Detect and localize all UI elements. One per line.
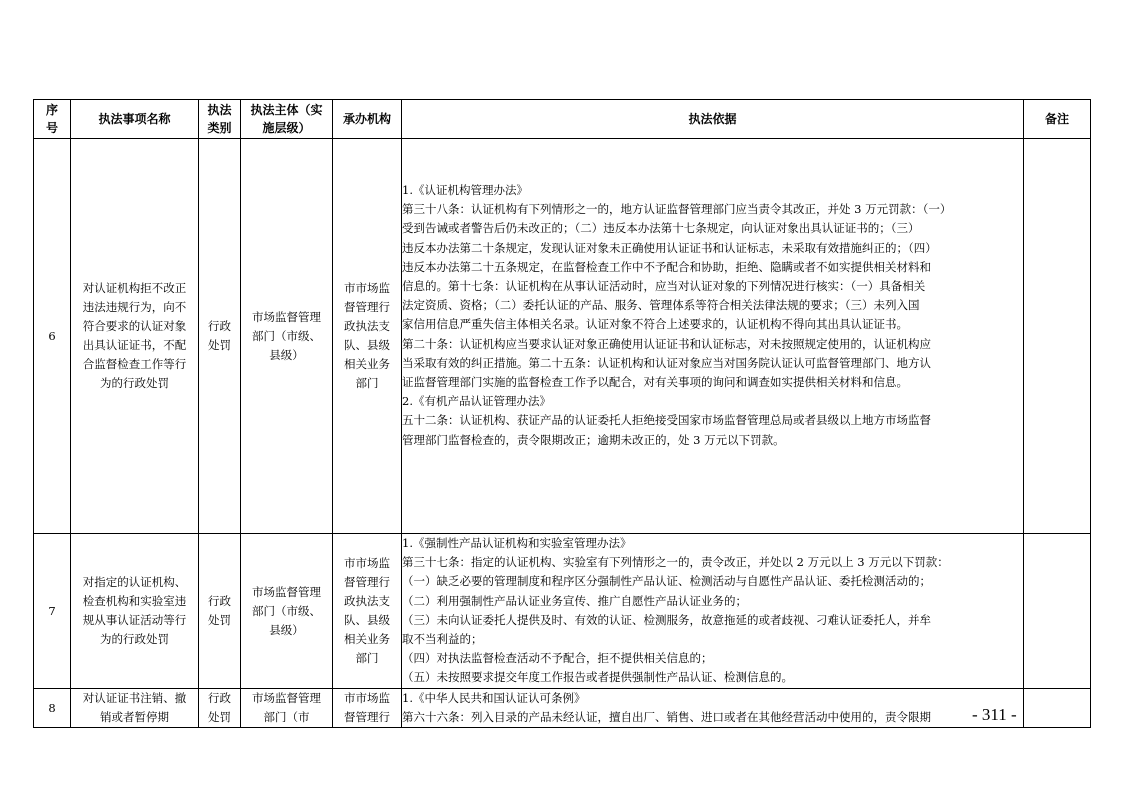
row-agency: 市市场监督管理行政执法支队、县级相关业务部门 bbox=[333, 534, 402, 689]
row-subject: 市场监督管理部门（市级、县级） bbox=[241, 534, 333, 689]
basis-line: 1.《强制性产品认证机构和实验室管理办法》 bbox=[402, 536, 632, 550]
basis-line: （五）未按照要求提交年度工作报告或者提供强制性产品认证、检测信息的。 bbox=[402, 670, 793, 685]
row-agency: 市市场监督管理行政执法支队、县级相关业务部门 bbox=[333, 139, 402, 534]
basis-line: 违反本办法第二十五条规定，在监督检查工作中不予配合和协助，拒绝、隐瞒或者不如实提供相关材料和 bbox=[402, 259, 931, 274]
row-agency: 市市场监督管理行 bbox=[333, 689, 402, 728]
row-item-name: 对认证机构拒不改正违法违规行为，向不符合要求的认证对象出具认证证书，不配合监督检查工作等行为的行政处罚 bbox=[71, 139, 199, 534]
basis-line: （三）未向认证委托人提供及时、有效的认证、检测服务，故意拖延的或者歧视、刁难认证委托人，并牟 bbox=[402, 612, 931, 627]
basis-line: 法定资质、资格；（二）委托认证的产品、服务、管理体系等符合相关法律法规的要求；（三）未列入国 bbox=[402, 298, 920, 313]
row-basis bbox=[402, 139, 1024, 534]
basis-line: 信息的。第十七条：认证机构在从事认证活动时，应当对认证对象的下列情况进行核实：（一）具备相关 bbox=[402, 279, 926, 294]
row-remark bbox=[1024, 689, 1091, 728]
row-basis bbox=[402, 689, 1024, 728]
header-remark: 备注 bbox=[1024, 100, 1091, 139]
table-row bbox=[34, 534, 1091, 689]
enforcement-table bbox=[33, 99, 1091, 728]
basis-line: 第六十六条：列入目录的产品未经认证，擅自出厂、销售、进口或者在其他经营活动中使用的，责令限期 bbox=[402, 710, 931, 725]
basis-line: 第三十七条：指定的认证机构、实验室有下列情形之一的，责令改正，并处以 2 万元以上 3 万元以下罚款： bbox=[402, 555, 949, 570]
row-category: 行政处罚 bbox=[199, 534, 241, 689]
basis-line: 1.《认证机构管理办法》 bbox=[402, 183, 528, 197]
basis-line: 管理部门监督检查的，责令限期改正；逾期未改正的，处 3 万元以下罚款。 bbox=[402, 432, 785, 447]
basis-line: （一）缺乏必要的管理制度和程序区分强制性产品认证、检测活动与自愿性产品认证、委托检测活动的； bbox=[402, 574, 931, 589]
basis-line: 受到告诫或者警告后仍未改正的；（二）违反本办法第十七条规定，向认证对象出具认证证书的；（三） bbox=[402, 221, 920, 236]
row-category: 行政处罚 bbox=[199, 139, 241, 534]
row-subject: 市场监督管理部门（市级、县级） bbox=[241, 139, 333, 534]
row-basis bbox=[402, 534, 1024, 689]
basis-line: 第二十条：认证机构应当要求认证对象正确使用认证证书和认证标志，对未按照规定使用的，认证机构应 bbox=[402, 336, 931, 351]
basis-line: 2.《有机产品认证管理办法》 bbox=[402, 394, 551, 409]
basis-line: 家信用信息严重失信主体相关名录。认证对象不符合上述要求的，认证机构不得向其出具认证证书。 bbox=[402, 317, 908, 332]
header-seq: 序号 bbox=[34, 100, 71, 139]
header-row bbox=[34, 100, 1091, 139]
row-subject: 市场监督管理部门（市 bbox=[241, 689, 333, 728]
table-row bbox=[34, 689, 1091, 728]
basis-line: （四）对执法监督检查活动不予配合，拒不提供相关信息的； bbox=[402, 651, 713, 666]
row-remark bbox=[1024, 139, 1091, 534]
header-item-name: 执法事项名称 bbox=[71, 100, 199, 139]
header-basis: 执法依据 bbox=[402, 100, 1024, 139]
basis-line: 取不当利益的； bbox=[402, 632, 483, 647]
header-subject: 执法主体（实施层级） bbox=[241, 100, 333, 139]
row-seq: 7 bbox=[34, 534, 71, 689]
row-category: 行政处罚 bbox=[199, 689, 241, 728]
header-agency: 承办机构 bbox=[333, 100, 402, 139]
basis-line: 第三十八条：认证机构有下列情形之一的，地方认证监督管理部门应当责令其改正，并处 3 万元罚款：（一） bbox=[402, 202, 952, 217]
basis-line: 1.《中华人民共和国认证认可条例》 bbox=[402, 691, 586, 705]
table-row bbox=[34, 139, 1091, 534]
row-seq: 8 bbox=[34, 689, 71, 728]
basis-line: 证监督管理部门实施的监督检查工作予以配合，对有关事项的询问和调查如实提供相关材料和信息。 bbox=[402, 375, 908, 390]
basis-line: 违反本办法第二十条规定，发现认证对象未正确使用认证证书和认证标志，未采取有效措施纠正的；（四） bbox=[402, 240, 937, 255]
basis-line: 当采取有效的纠正措施。第二十五条：认证机构和认证对象应当对国务院认证认可监督管理部门、地方认 bbox=[402, 355, 931, 370]
page-number: - 311 - bbox=[972, 705, 1017, 724]
row-item-name: 对指定的认证机构、检查机构和实验室违规从事认证活动等行为的行政处罚 bbox=[71, 534, 199, 689]
basis-line: （二）利用强制性产品认证业务宣传、推广自愿性产品认证业务的； bbox=[402, 593, 747, 608]
row-seq: 6 bbox=[34, 139, 71, 534]
basis-line: 五十二条：认证机构、获证产品的认证委托人拒绝接受国家市场监督管理总局或者县级以上地方市场监督 bbox=[402, 413, 931, 428]
row-remark bbox=[1024, 534, 1091, 689]
row-item-name: 对认证证书注销、撤销或者暂停期 bbox=[71, 689, 199, 728]
header-category: 执法类别 bbox=[199, 100, 241, 139]
